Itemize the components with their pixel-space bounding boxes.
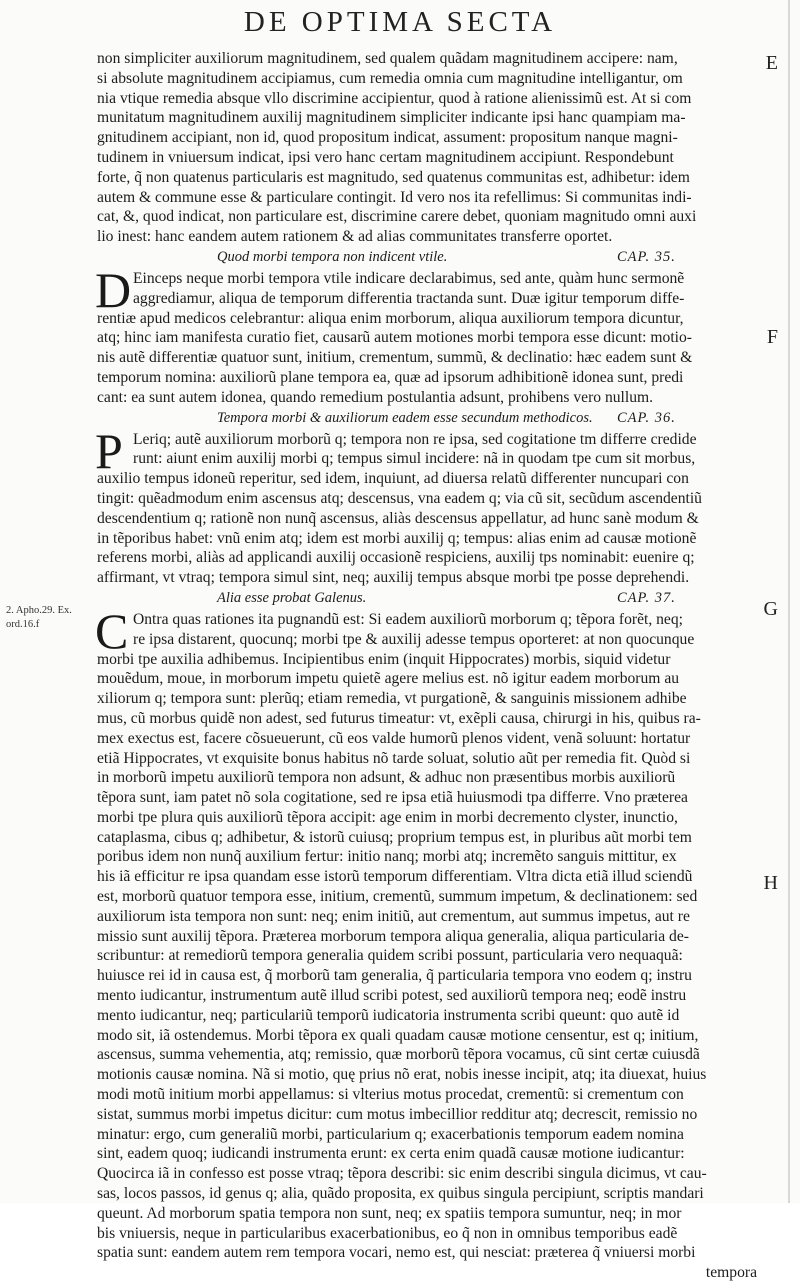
text-line: mex exectus est, facere cõsueuerunt, cũ eos valde humorũ plenos vident, venã soluunt: hortatur xyxy=(97,729,691,747)
margin-note-line: ord.16.f xyxy=(6,619,40,630)
text-line: ascensus, summa vehementia, atq; remissio, quæ morborũ tẽpora vocamus, cũ sint certæ cuiusdã xyxy=(97,1046,700,1064)
text-line: tudinem in vniuersum indicat, ipsi vero hanc certam magnitudinem accipiunt. Respondebunt xyxy=(97,148,674,166)
text-line: aggrediamur, aliqua de temporum differentia tractanda sunt. Duæ igitur temporum diffe- xyxy=(133,289,685,307)
text-line: modo sit, iã ostendemus. Morbi tẽpora ex quali quadam causæ motione censentur, est q; initium, xyxy=(97,1026,699,1044)
text-line: tẽpora sunt, iam patet nõ sola cogitatione, sed re ipsa etiã huiusmodi tpa differre. Vno præterea xyxy=(97,789,688,807)
text-line: spatia sunt: eandem autem rem tempora vocari, nemo est, qui nesciat: præterea q̃ vniuersi morbi xyxy=(97,1244,696,1262)
drop-cap-initial: D xyxy=(95,261,132,318)
chapter-heading xyxy=(97,408,757,430)
text-line: xiliorum q; tempora sunt: plerũq; etiam remedia, vt purgationẽ, & sanguinis missionem adhibe xyxy=(97,690,687,708)
text-line: forte, q̃ non quatenus particularis est magnitudo, sed quatenus communitas est, adhibetur: idem xyxy=(97,168,690,186)
text-line: referens morbi, aliàs ad applicandi auxilij occasionẽ respiciens, auxilij tps nominabit: euenire q; xyxy=(97,549,695,567)
text-line: runt: aiunt enim auxilij morbi q; tempus simul incidere: nã in quodam tpe cum sit morbus, xyxy=(133,450,696,468)
text-line: mouẽdum, moue, in morborum impetu quietẽ agere melius est. nõ igitur eadem morborum au xyxy=(97,670,680,688)
text-line: cant: ea sunt autem idonea, quando remedium postulantia adsunt, prohibens vero nullum. xyxy=(97,388,654,406)
text-line: Einceps neque morbi tempora vtile indicare declarabimus, sed ante, quàm hunc sermonẽ xyxy=(133,269,685,287)
drop-cap-initial: C xyxy=(95,602,129,659)
catchword: tempora xyxy=(705,1264,757,1282)
text-line: re ipsa distarent, quocunq; morbi tpe & auxilij adesse tempus oporteret: at non quocunque xyxy=(133,630,695,648)
chapters xyxy=(97,247,757,1263)
text-line: auxilio tempus idoneũ reperitur, sed idem, inquiunt, ad diuersa relatũ differenter nuncupari con xyxy=(97,470,689,488)
margin-letter-h: H xyxy=(763,872,778,894)
text-line: poribus idem non nunq̃ auxilium fertur: initio nanq; morbi atq; incremẽto sanguis mittitur, ex xyxy=(97,848,677,866)
text-line: descendentium q; rationẽ non nunq̃ ascensus, aliàs descensus appellatur, ad hunc sanè modum & xyxy=(97,509,699,527)
text-line: scribuntur: at remediorũ tempora generalia quidem scribi possunt, particularia vero nequaquã: xyxy=(97,947,683,965)
chapter-title: Tempora morbi & auxiliorum eadem esse secundum methodicos. xyxy=(217,409,593,426)
chapter-paragraph xyxy=(95,602,757,1263)
text-line: Quocirca iã in confesso est posse vtraq; tẽpora describi: sic enim describi singula dicimus, vt cau- xyxy=(97,1165,707,1183)
text-line: atq; hinc iam manifesta curatio fiet, causarũ autem motiones morbi tempora esse dicunt: motio- xyxy=(97,329,692,347)
text-line: huiusce rei id in causa est, q̃ morborũ tam generalia, q̃ particularia tempora vno eodem q; instru xyxy=(97,967,692,985)
text-line: cat, &, quod indicat, non particulare est, discrimine carere debet, quoniam magnitudo omni auxi xyxy=(97,208,697,226)
text-line: auxiliorum ista tempora non sunt: neq; enim initiũ, aut crementum, aut summus impetus, aut re xyxy=(97,907,690,925)
text-line: etiã Hippocrates, vt exquisite bonus habitus nõ tarde soluat, solutio aũt per remedia fit. Quòd si xyxy=(97,749,691,767)
text-line: morbi tpe plura quis auxiliorũ tẽpora accipit: age enim in morbi decremento clyster, inunctio, xyxy=(97,808,678,826)
chapter-heading xyxy=(97,247,757,269)
margin-note xyxy=(6,604,72,632)
text-line: est, morborũ quatuor tempora esse, initium, crementũ, summum impetum, & declinationem: sed xyxy=(97,888,698,906)
text-line: si absolute magnitudinem accipiamus, cum remedia omnia cum magnitudine intelligantur, om xyxy=(97,69,683,87)
chapter-number: CAP. 37. xyxy=(617,589,676,606)
text-line: lio inest: hanc eandem autem rationem & ad alias communitates transferre oportet. xyxy=(97,228,613,246)
text-line: queunt. Ad morborum spatia tempora non sunt, neq; ex spatiis tempora sumuntur, neq; in mor xyxy=(97,1204,682,1222)
page-edge-line xyxy=(788,0,790,1203)
text-line: rentiæ apud medicos celebrantur: aliqua enim morborum, aliqua auxiliorum tempora dicuntur, xyxy=(97,309,684,327)
text-line: sistat, summus morbi impetus dicitur: cum motus imbecillior redditur atq; decrescit, remissio no xyxy=(97,1105,698,1123)
text-line: morbi tpe auxilia adhibemus. Incipientibus enim (inquit Hippocrates) morbis, siquid videtur xyxy=(97,650,671,668)
main-text xyxy=(97,49,757,1283)
text-line: motionis causæ nomina. Nã si motio, quę prius nõ erat, nobis inesse incipit, atq; ita diuexat, huius xyxy=(97,1066,707,1084)
text-line: missio sunt auxilij tẽpora. Præterea morborum tempora aliqua generalia, aliqua particularia de- xyxy=(97,927,689,945)
text-line: modi motũ initium morbi appellamus: si vlterius motus procedat, crementũ: si crementum con xyxy=(97,1086,684,1104)
margin-letter-e: E xyxy=(765,52,778,74)
margin-letter-f: F xyxy=(766,326,778,348)
chapter-title: Quod morbi tempora non indicent vtile. xyxy=(217,248,448,265)
chapter-paragraph xyxy=(95,261,757,408)
drop-cap-initial: P xyxy=(95,422,123,479)
text-line: his iã efficitur re ipsa quandam esse istorũ temporum differentiam. Vltra dicta etiã illud sciendũ xyxy=(97,868,693,886)
text-line: sint, eadem quoq; iudicandi instrumenta erunt: ex certa enim quadã causæ motione iudicantur: xyxy=(97,1145,685,1163)
paragraph-continued xyxy=(97,49,757,247)
text-line: affirmant, vt vtraq; tempora simul sint, neq; auxilij tempus absque morbi tpe posse deprehendi. xyxy=(97,569,690,587)
text-line: cataplasma, cibus q; adhibetur, & istorũ cuiusq; proprium tempus est, in pluribus aũt morbi tem xyxy=(97,828,692,846)
running-head: DE OPTIMA SECTA xyxy=(243,6,557,38)
chapter-title: Alia esse probat Galenus. xyxy=(217,589,367,606)
text-line: mento iudicantur, instrumentum autẽ illud scribi potest, sed auxiliorũ tempora neq; eodẽ instru xyxy=(97,987,687,1005)
chapter-paragraph xyxy=(95,422,757,588)
text-line: munitatum magnitudinem auxilij magnitudinem simpliciter indicante ipsi hanc quampiam ma- xyxy=(97,109,686,127)
text-line: gnitudinem accipiant, non id, quod propositum indicat, assument: propositum nanque magni- xyxy=(97,129,678,147)
chapter-number: CAP. 35. xyxy=(617,248,676,265)
text-line: autem & commune esse & particulare contingit. Id vero nos ita refellimus: Si communitas indi- xyxy=(97,188,692,206)
margin-note-line: 2. Apho.29. Ex. xyxy=(6,605,72,616)
text-line: nis autẽ differentiæ quatuor sunt, initium, crementum, summũ, & declinatio: hæc eadem sunt & xyxy=(97,349,693,367)
chapter-number: CAP. 36. xyxy=(617,409,676,426)
text-line: sas, locos passos, id genus q; alia, quãdo proposita, ex quibus singula percipiunt, scriptis mandari xyxy=(97,1185,704,1203)
margin-letter-g: G xyxy=(763,598,778,620)
text-line: mus, cũ morbus quidẽ non adest, sed futurus timeatur: vt, exẽpli causa, chirurgi in his, quibus ra- xyxy=(97,709,701,727)
text-line: in tẽporibus habet: vnũ enim atq; idem est morbi auxilij q; tempus: alias enim ad causæ motionẽ xyxy=(97,529,697,547)
text-line: Leriq; autẽ auxiliorum morborũ q; tempora non re ipsa, sed cogitatione tm differre credide xyxy=(133,430,697,448)
text-line: non simpliciter auxiliorum magnitudinem, sed qualem quãdam magnitudinem accipere: nam, xyxy=(97,50,678,67)
text-line: in morborũ impetu auxiliorũ tempora non adsunt, & adhuc non præsentibus morbis auxiliorũ xyxy=(97,769,676,787)
chapter-heading xyxy=(97,588,757,610)
text-line: tingit: quẽadmodum enim ascensus atq; descensus, vna eadem q; via cũ sit, secũdum ascendentiũ xyxy=(97,489,702,507)
text-line: mento iudicantur, neq; particulariũ temporũ iudicatoria instrumenta scribi queunt: quo autẽ id xyxy=(97,1006,680,1024)
text-line: Ontra quas rationes ita pugnandũ est: Si eadem auxiliorũ morborum q; tẽpora forẽt, neq; xyxy=(133,610,683,628)
text-line: nia vtique remedia absque vllo discrimine accipientur, quod à ratione alienissimũ est. At si com xyxy=(97,89,692,107)
text-line: temporum nomina: auxiliorũ plane tempora ea, quæ ad ipsorum adhibitionẽ idonea sunt, predi xyxy=(97,368,684,386)
text-line: minatur: ergo, cum generaliũ morbi, particularium q; exacerbationis temporum eadem nomina xyxy=(97,1125,684,1143)
text-line: bis vniuersis, neque in particularibus exacerbationibus, eo q̃ non in omnibus temporibus eadẽ xyxy=(97,1224,678,1242)
